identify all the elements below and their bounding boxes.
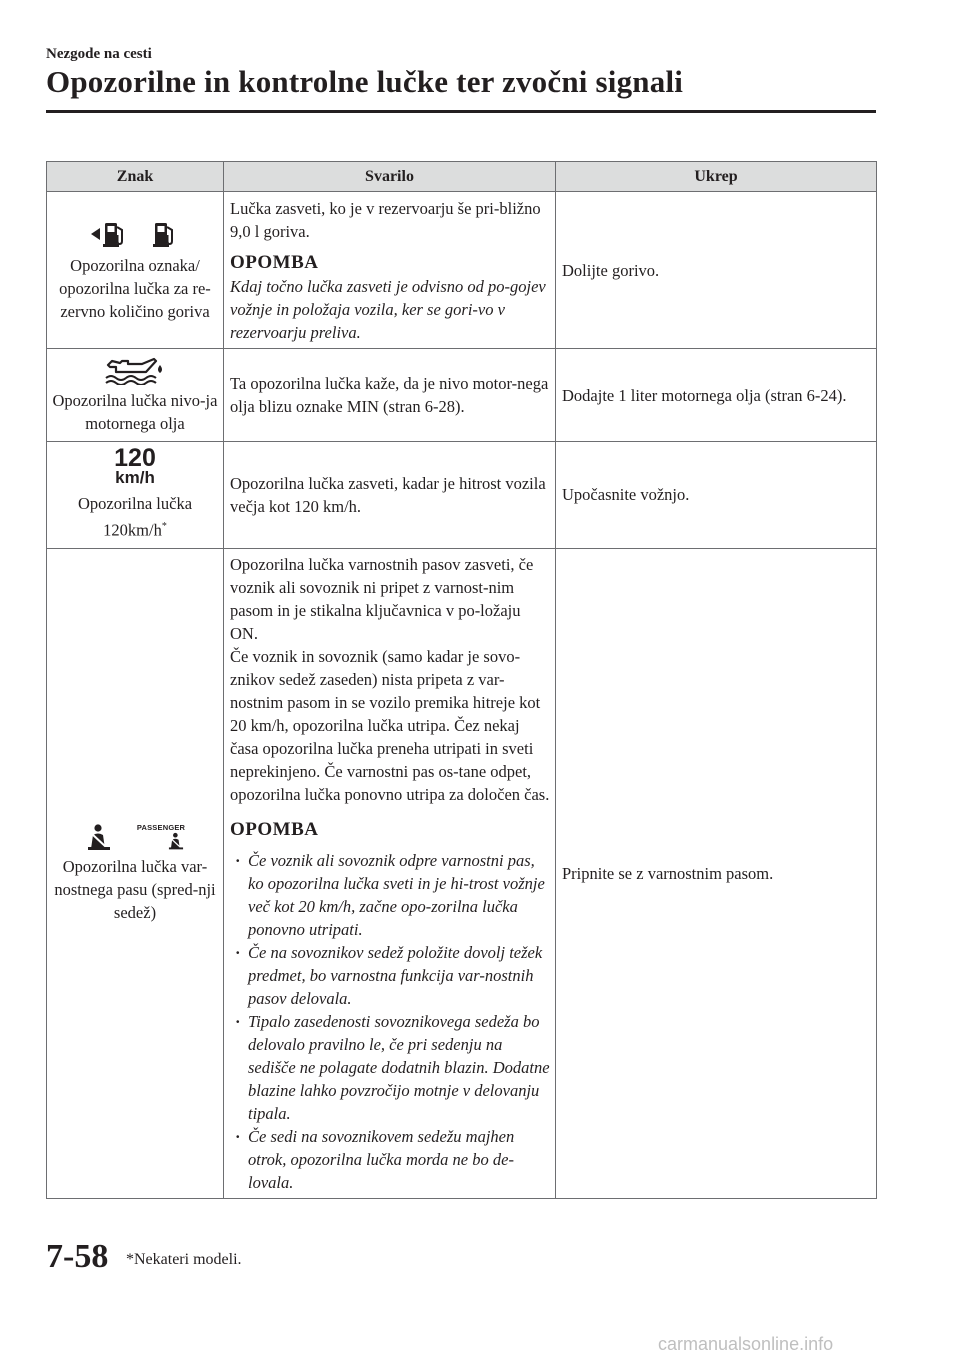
oil-can-icon <box>102 355 168 385</box>
column-header-ukrep: Ukrep <box>556 162 877 192</box>
section-heading: Nezgode na cesti <box>46 46 152 62</box>
speed-120-icon <box>51 444 219 488</box>
symbol-label: Opozorilna oznaka/ opozorilna lučka za re-zervno količino goriva <box>59 255 211 321</box>
note-heading: OPOMBA <box>230 818 319 840</box>
footnote-marker: * <box>161 521 167 532</box>
page-number: 7-58 <box>46 1238 109 1275</box>
warning-lights-table <box>46 161 877 1199</box>
passenger-seatbelt-figure-icon <box>167 832 185 850</box>
warning-cell: Opozorilna lučka zasveti, kadar je hitrost vozila večja kot 120 km/h. <box>224 442 556 549</box>
symbol-label: Opozorilna lučka nivo-ja motornega olja <box>52 391 218 433</box>
action-cell: Upočasnite vožnjo. <box>556 442 877 549</box>
speed-unit: km/h <box>115 468 155 487</box>
symbol-label: Opozorilna lučka var-nostnega pasu (spred-nji sedež) <box>54 856 216 922</box>
column-header-znak: Znak <box>47 162 224 192</box>
title-rule <box>46 110 876 113</box>
note-list <box>230 849 551 1194</box>
seatbelt-icon <box>85 823 113 851</box>
fuel-pump-icon <box>151 218 181 250</box>
note-text: Kdaj točno lučka zasveti je odvisno od po-gojev vožnje in položaja vozila, ker se gori-vo v rezervoarju preliva. <box>230 276 546 342</box>
column-header-svarilo: Svarilo <box>224 162 556 192</box>
watermark: carmanualsonline.info <box>658 1334 834 1354</box>
warning-cell: Ta opozorilna lučka kaže, da je nivo motor-nega olja blizu oznake MIN (stran 6-28). <box>224 349 556 442</box>
action-cell: Pripnite se z varnostnim pasom. <box>556 548 877 1198</box>
warning-cell <box>224 192 556 349</box>
symbol-cell <box>47 192 224 349</box>
passenger-seatbelt-icon <box>137 823 185 850</box>
list-item: · Če sedi na sovoznikovem sedežu majhen otrok, opozorilna lučka morda ne bo de-lovala. <box>248 1125 551 1194</box>
table-header-row <box>47 162 877 192</box>
warning-text: Opozorilna lučka varnostnih pasov zasveti, če voznik ali sovoznik ni pripet z varnost-nim pasom in je stikalna ključavnica v po-ložaju ON. <box>230 554 534 643</box>
footnote: *Nekateri modeli. <box>126 1251 242 1268</box>
fuel-icons <box>51 218 219 250</box>
oil-icon-wrap <box>51 355 219 385</box>
page-title: Opozorilne in kontrolne lučke ter zvočni signali <box>46 64 684 99</box>
note-heading: OPOMBA <box>230 251 319 273</box>
fuel-pump-arrow-icon <box>89 218 133 250</box>
symbol-cell <box>47 548 224 1198</box>
symbol-cell <box>47 442 224 549</box>
warning-cell <box>224 548 556 1198</box>
list-item: · Če voznik ali sovoznik odpre varnostni pas, ko opozorilna lučka sveti in je hi-trost vožnje več kot 20 km/h, začne opo-zorilna lučka ponovno utripati. <box>248 849 551 941</box>
seatbelt-icons <box>51 823 219 851</box>
passenger-label: PASSENGER <box>136 823 186 832</box>
symbol-label: Opozorilna lučka 120km/h* <box>77 494 193 540</box>
table-row <box>47 192 877 349</box>
table-row <box>47 349 877 442</box>
speed-number: 120 <box>114 444 156 472</box>
warning-text-2: Če voznik in sovoznik (samo kadar je sovo-znikov sedež zaseden) nista pripeta z var-nostnim pasom in se vozilo premika hitreje kot 20 km/h, opozorilna lučka utripa. Čez nekaj časa opozorilna lučka preneha utripati in sveti neprekinjeno. Če varnostni pas os-tane odpet, opozorilna lučka ponovno utripa za določen čas. <box>230 646 550 804</box>
table-row <box>47 442 877 549</box>
symbol-cell <box>47 349 224 442</box>
list-item: · Tipalo zasedenosti sovoznikovega sedeža bo delovalo pravilno le, če pri sedenju na sedišče ne polagate dodatnih blazin. Dodatne blazine lahko povzročijo motnje v delovanju tipala. <box>248 1010 551 1125</box>
list-item: · Če na sovoznikov sedež položite dovolj težek predmet, bo varnostna funkcija var-nostnih pasov delovala. <box>248 941 551 1010</box>
warning-text: Lučka zasveti, ko je v rezervoarju še pri-bližno 9,0 l goriva. <box>230 198 541 241</box>
action-cell: Dolijte gorivo. <box>556 192 877 349</box>
table-row <box>47 548 877 1198</box>
action-cell: Dodajte 1 liter motornega olja (stran 6-24). <box>556 349 877 442</box>
